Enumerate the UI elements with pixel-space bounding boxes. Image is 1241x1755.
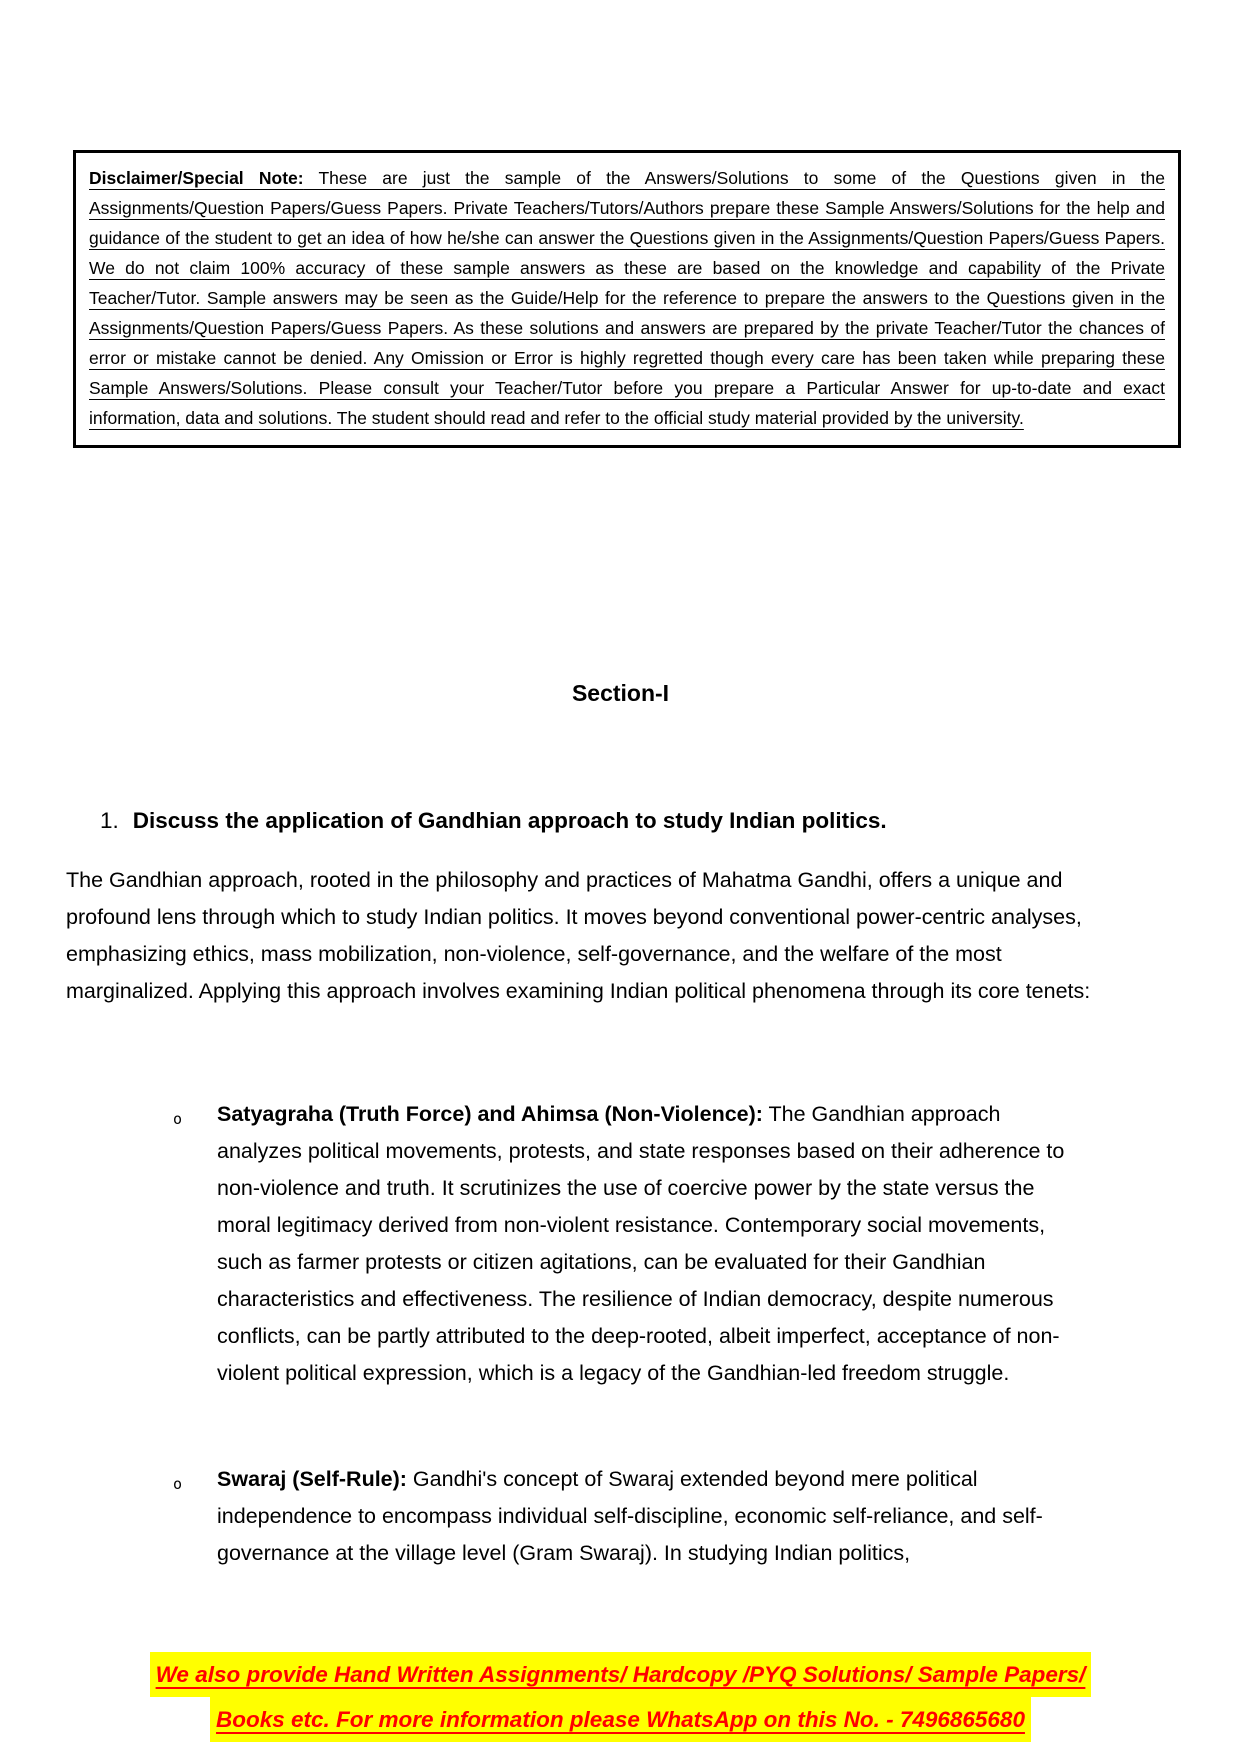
bullet-item-swaraj	[173, 1461, 1066, 1572]
disclaimer-label: Disclaimer/Special Note:	[89, 168, 304, 188]
bullet-body	[217, 1096, 1066, 1392]
footer-line-1	[0, 1652, 1241, 1697]
footer-line-2-text: Books etc. For more information please WhatsApp on this No. - 7496865680	[210, 1697, 1031, 1742]
bullet-lead: Satyagraha (Truth Force) and Ahimsa (Non-Violence):	[217, 1102, 763, 1126]
question-number: 1.	[100, 808, 119, 833]
footer-line-1-text: We also provide Hand Written Assignments/ Hardcopy /PYQ Solutions/ Sample Papers/	[150, 1652, 1092, 1697]
answer-intro-paragraph: The Gandhian approach, rooted in the philosophy and practices of Mahatma Gandhi, offers a unique and profound lens through which to study Indian politics. It moves beyond conventional power-centric analyses, emphasizing ethics, mass mobilization, non-violence, self-governance, and the welfare of the most marginalized. Applying this approach involves examining Indian political phenomena through its core tenets:	[66, 868, 1091, 1003]
question-item	[100, 808, 1181, 834]
bullet-text: Gandhi's concept of Swaraj extended beyond mere political independence to encompass individual self-discipline, economic self-reliance, and self-governance at the village level (Gram Swaraj). In studying Indian politics,	[217, 1467, 1043, 1565]
bullet-body	[217, 1461, 1066, 1572]
bullet-lead: Swaraj (Self-Rule):	[217, 1467, 407, 1491]
footer-line-2	[0, 1697, 1241, 1742]
disclaimer-box	[73, 150, 1181, 448]
bullet-item-satyagraha	[173, 1096, 1066, 1392]
bullet-text: The Gandhian approach analyzes political movements, protests, and state responses based on their adherence to non-violence and truth. It scrutinizes the use of coercive power by the state versus the moral legitimacy derived from non-violent resistance. Contemporary social movements, such as farmer protests or citizen agitations, can be evaluated for their Gandhian characteristics and effectiveness. The resilience of Indian democracy, despite numerous conflicts, can be partly attributed to the deep-rooted, albeit imperfect, acceptance of non-violent political expression, which is a legacy of the Gandhian-led freedom struggle.	[217, 1102, 1065, 1385]
disclaimer-text	[89, 163, 1165, 433]
bullet-marker: o	[173, 1110, 183, 1128]
disclaimer-body: These are just the sample of the Answers/Solutions to some of the Questions given in the Assignments/Question Papers/Guess Papers. Private Teachers/Tutors/Authors prepare these Sample Answers/Solutions for the help and guidance of the student to get an idea of how he/she can answer the Questions given in the Assignments/Question Papers/Guess Papers. We do not claim 100% accuracy of these sample answers as these are based on the knowledge and capability of the Private Teacher/Tutor. Sample answers may be seen as the Guide/Help for the reference to prepare the answers to the Questions given in the Assignments/Question Papers/Guess Papers. As these solutions and answers are prepared by the private Teacher/Tutor the chances of error or mistake cannot be denied. Any Omission or Error is highly regretted though every care has been taken while preparing these Sample Answers/Solutions. Please consult your Teacher/Tutor before you prepare a Particular Answer for up-to-date and exact information, data and solutions. The student should read and refer to the official study material provided by the university.	[89, 168, 1165, 428]
section-title: Section-I	[571, 680, 670, 706]
question-text: Discuss the application of Gandhian approach to study Indian politics.	[132, 808, 887, 833]
footer-banner	[0, 1652, 1241, 1742]
bullet-marker: o	[173, 1475, 183, 1493]
